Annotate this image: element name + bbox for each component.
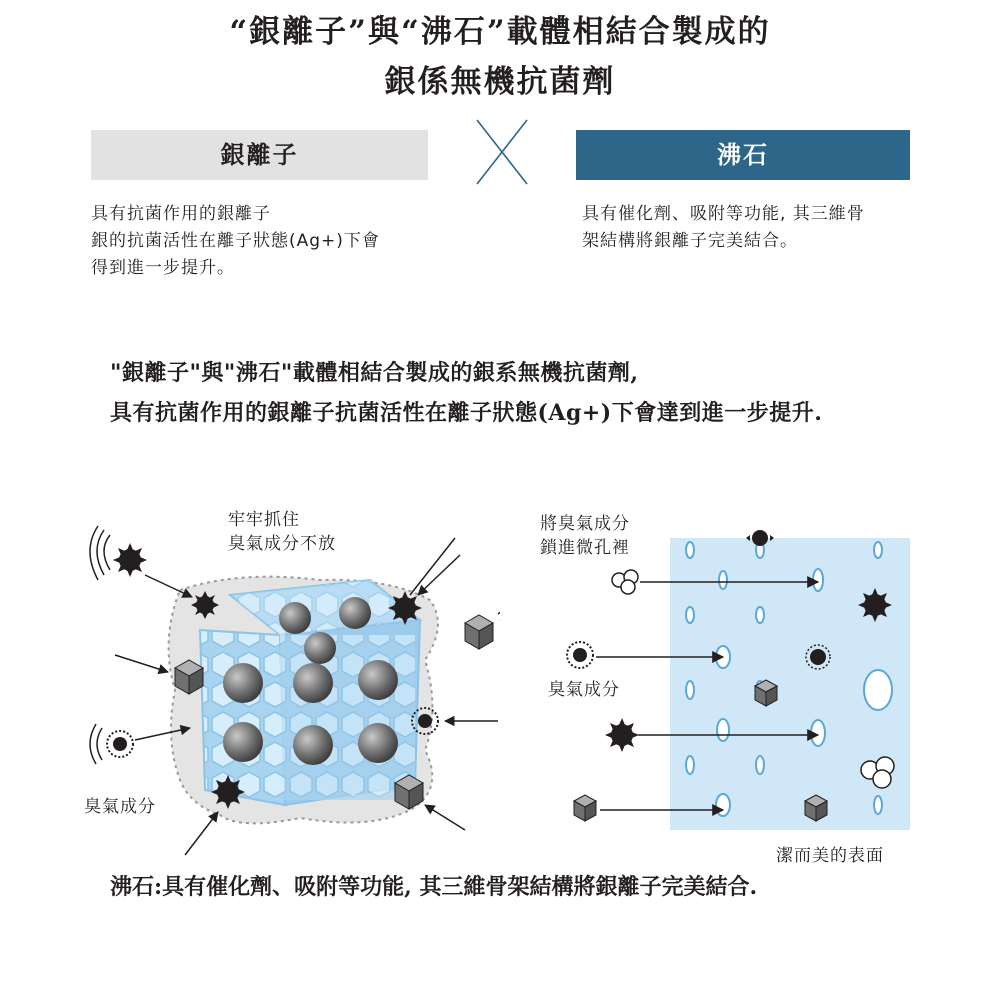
right-caption-line: 將臭氣成分 <box>540 514 630 534</box>
zeolite-description <box>582 201 865 255</box>
summary-line-1: "銀離子"與"沸石"載體相結合製成的銀系無機抗菌劑, <box>110 360 639 386</box>
zeolite-desc-line: 架結構將銀離子完美結合。 <box>582 231 798 251</box>
multiply-icon <box>474 117 530 187</box>
zeolite-bar: 沸石 <box>576 130 910 180</box>
silver-ion-desc-line: 具有抗菌作用的銀離子 <box>91 204 271 224</box>
surface-label: 潔而美的表面 <box>776 846 884 866</box>
title-line-1: “銀離子”與“沸石”載體相結合製成的 <box>229 14 771 50</box>
left-caption-line: 臭氣成分不放 <box>228 534 336 554</box>
zeolite-desc-line: 具有催化劑、吸附等功能, 其三維骨 <box>582 204 865 224</box>
silver-ion-desc-line: 銀的抗菌活性在離子狀態(Ag+)下會 <box>91 231 380 251</box>
right-caption <box>540 512 630 560</box>
footer-note: 沸石:具有催化劑、吸附等功能, 其三維骨架結構將銀離子完美結合. <box>110 874 758 900</box>
silver-ion-bar: 銀離子 <box>91 130 428 180</box>
title-line-2: 銀係無機抗菌劑 <box>384 64 616 100</box>
left-odor-label: 臭氣成分 <box>84 797 156 817</box>
silver-ion-desc-line: 得到進一步提升。 <box>91 258 235 278</box>
left-caption-line: 牢牢抓住 <box>228 510 300 530</box>
left-caption <box>228 508 336 556</box>
summary-line-2: 具有抗菌作用的銀離子抗菌活性在離子狀態(Ag+)下會達到進一步提升. <box>110 400 823 426</box>
silver-ion-description <box>91 201 380 282</box>
right-odor-label: 臭氣成分 <box>548 680 620 700</box>
right-caption-line: 鎖進微孔裡 <box>540 538 630 558</box>
